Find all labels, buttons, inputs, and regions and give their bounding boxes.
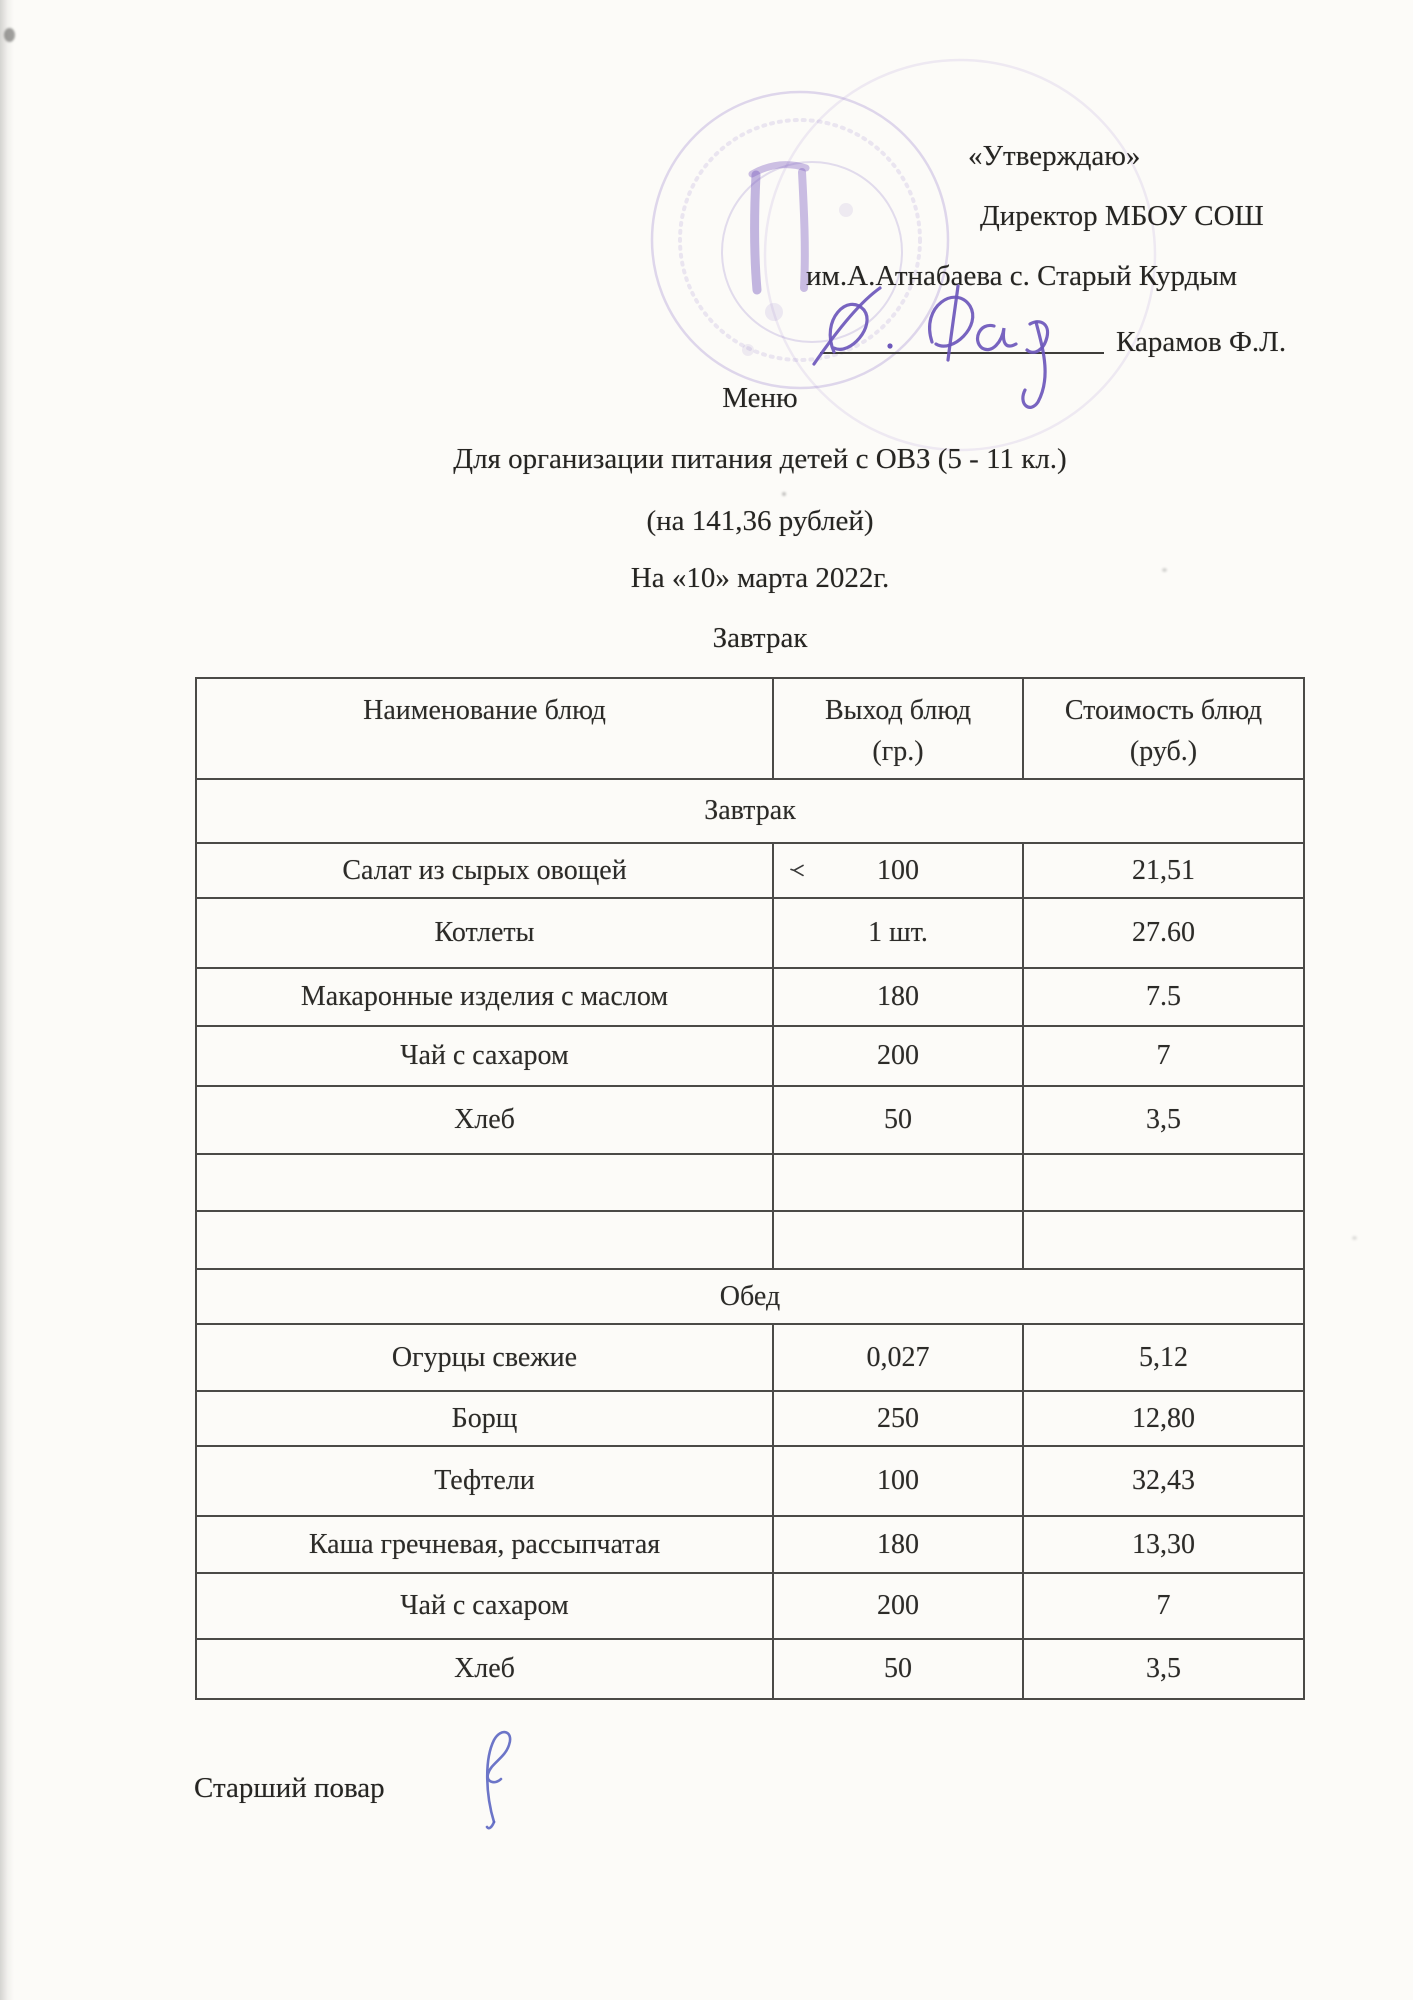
dish-cost-cell: 7 [1023, 1573, 1304, 1639]
dish-output-cell: 100 [773, 843, 1023, 898]
doc-price-line: (на 141,36 рублей) [646, 505, 874, 537]
dish-output-cell: 180 [773, 1516, 1023, 1573]
dish-name-cell: Салат из сырых овощей [196, 843, 773, 898]
menu-row [196, 1086, 1304, 1154]
dish-name-cell: Каша гречневая, рассыпчатая [196, 1516, 773, 1573]
dish-cost-cell: 5,12 [1023, 1324, 1304, 1391]
dish-output-cell: 1 шт. [773, 898, 1023, 968]
dish-output-cell: 250 [773, 1391, 1023, 1446]
dish-cost-cell: 3,5 [1023, 1086, 1304, 1154]
menu-row [196, 1026, 1304, 1086]
dish-output-cell: 50 [773, 1086, 1023, 1154]
scan-edge-shadow [0, 0, 14, 2000]
dish-name-cell: Тефтели [196, 1446, 773, 1516]
menu-row [196, 898, 1304, 968]
dish-name-cell: Хлеб [196, 1086, 773, 1154]
scan-speck [4, 28, 15, 42]
approval-line-2: Директор МБОУ СОШ [980, 200, 1264, 232]
dish-cost-cell [1023, 1211, 1304, 1269]
doc-meal-line: Завтрак [712, 622, 808, 654]
table-header-row [196, 678, 1304, 779]
approval-line-3: им.А.Атнабаева с. Старый Курдым [806, 260, 1238, 292]
dish-cost-cell: 3,5 [1023, 1639, 1304, 1699]
dish-cost-cell [1023, 1154, 1304, 1211]
scan-speck [782, 492, 786, 496]
menu-row [196, 1639, 1304, 1699]
doc-date-line: На «10» марта 2022г. [630, 562, 890, 594]
menu-row [196, 843, 1304, 898]
dish-output-cell: 200 [773, 1026, 1023, 1086]
dish-output-cell: 200 [773, 1573, 1023, 1639]
dish-output-cell: 50 [773, 1639, 1023, 1699]
dish-name-cell: Котлеты [196, 898, 773, 968]
dish-output-cell: 0,027 [773, 1324, 1023, 1391]
scan-speck [1352, 1236, 1357, 1240]
section-header-row [196, 1269, 1304, 1324]
menu-row [196, 1391, 1304, 1446]
section-header-row [196, 779, 1304, 843]
handwritten-mark-icon [790, 853, 806, 885]
menu-row [196, 1573, 1304, 1639]
director-name: Карамов Ф.Л. [1116, 326, 1287, 358]
dish-name-cell: Чай с сахаром [196, 1026, 773, 1086]
col-header-title: Наименование блюд [363, 695, 606, 726]
menu-row [196, 1516, 1304, 1573]
approval-line-1: «Утверждаю» [968, 140, 1141, 172]
section-title: Завтрак [196, 779, 1304, 843]
menu-table [195, 677, 1305, 1700]
dish-name-cell: Макаронные изделия с маслом [196, 968, 773, 1026]
dish-output-cell [773, 1154, 1023, 1211]
col-header-title: Выход блюд [824, 695, 972, 726]
dish-name-cell: Хлеб [196, 1639, 773, 1699]
dish-name-cell: Борщ [196, 1391, 773, 1446]
col-header-title: Стоимость блюд [1064, 695, 1263, 726]
menu-row [196, 1446, 1304, 1516]
dish-cost-cell: 32,43 [1023, 1446, 1304, 1516]
col-header-cost [1023, 678, 1304, 779]
dish-name-cell [196, 1211, 773, 1269]
menu-row [196, 1211, 1304, 1269]
dish-name-cell [196, 1154, 773, 1211]
doc-subtitle: Для организации питания детей с ОВЗ (5 - 11 кл.) [453, 443, 1067, 475]
dish-cost-cell: 21,51 [1023, 843, 1304, 898]
dish-name-cell: Чай с сахаром [196, 1573, 773, 1639]
dish-output-cell: 100 [773, 1446, 1023, 1516]
dish-name-cell: Огурцы свежие [196, 1324, 773, 1391]
chef-label: Старший повар [194, 1772, 385, 1804]
doc-title: Меню [722, 382, 798, 414]
dish-cost-cell: 27.60 [1023, 898, 1304, 968]
dish-cost-cell: 13,30 [1023, 1516, 1304, 1573]
section-title: Обед [196, 1269, 1304, 1324]
signature-line [820, 352, 1104, 354]
col-header-unit: (руб.) [1129, 735, 1198, 767]
dish-cost-cell: 12,80 [1023, 1391, 1304, 1446]
dish-output-cell [773, 1211, 1023, 1269]
dish-cost-cell: 7 [1023, 1026, 1304, 1086]
menu-row [196, 968, 1304, 1026]
dish-cost-cell: 7.5 [1023, 968, 1304, 1026]
dish-output-cell: 180 [773, 968, 1023, 1026]
col-header-output [773, 678, 1023, 779]
col-header-dish-name [196, 678, 773, 779]
chef-signature-icon [458, 1722, 548, 1832]
menu-row [196, 1324, 1304, 1391]
col-header-unit: (гр.) [872, 735, 924, 767]
menu-row [196, 1154, 1304, 1211]
